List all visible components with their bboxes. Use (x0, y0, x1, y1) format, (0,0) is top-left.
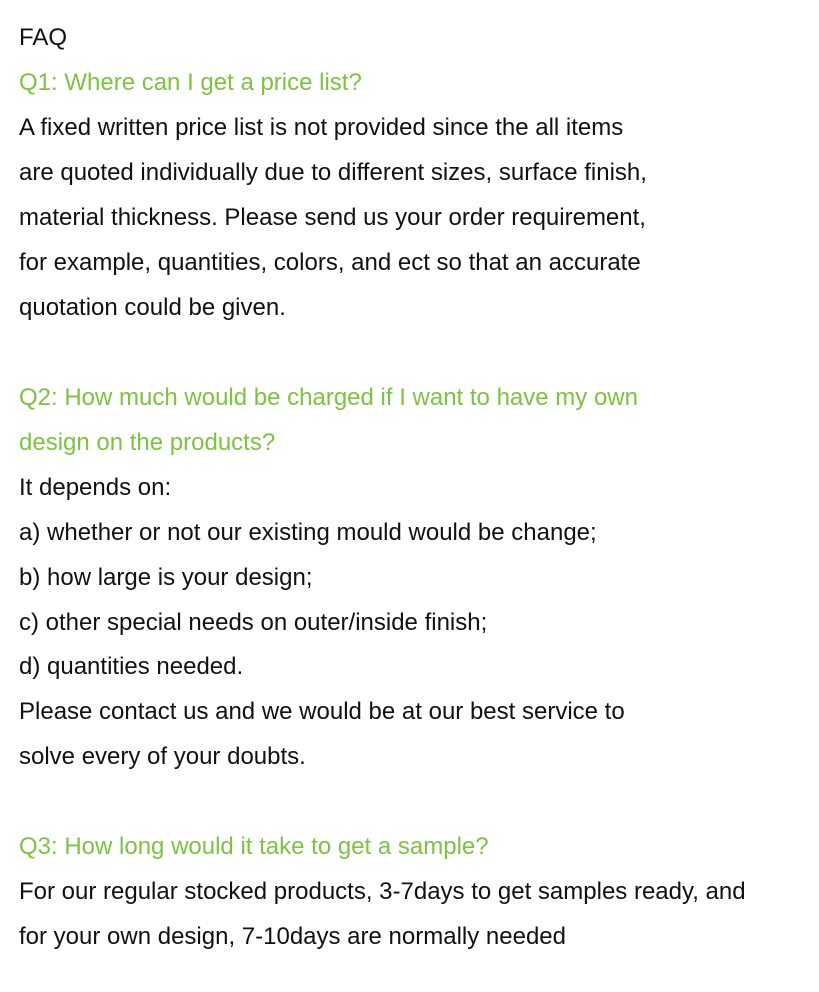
faq-answer-line: It depends on: (19, 474, 172, 501)
faq-answer-line: For our regular stocked products, 3-7days to get samples ready, and (19, 878, 746, 905)
faq-answer-line: d) quantities needed. (19, 653, 244, 680)
page-title: FAQ (19, 24, 68, 51)
faq-answer-line: A fixed written price list is not provided since the all items (19, 114, 624, 141)
faq-answer-line: Please contact us and we would be at our best service to (19, 698, 625, 725)
faq-answer-line: c) other special needs on outer/inside finish; (19, 609, 488, 636)
faq-answer-line: are quoted individually due to different sizes, surface finish, (19, 159, 647, 186)
faq-question: Q3: How long would it take to get a sample? (19, 833, 489, 860)
faq-question: Q1: Where can I get a price list? (19, 69, 362, 96)
faq-answer-line: for example, quantities, colors, and ect so that an accurate (19, 249, 641, 276)
faq-answer-line: a) whether or not our existing mould would be change; (19, 519, 597, 546)
faq-answer-line: for your own design, 7-10days are normally needed (19, 923, 566, 950)
faq-question: design on the products? (19, 429, 276, 456)
faq-answer-line: material thickness. Please send us your order requirement, (19, 204, 646, 231)
faq-answer-line: b) how large is your design; (19, 564, 313, 591)
faq-answer-line: quotation could be given. (19, 294, 286, 321)
faq-question: Q2: How much would be charged if I want to have my own (19, 384, 638, 411)
faq-answer-line: solve every of your doubts. (19, 743, 306, 770)
